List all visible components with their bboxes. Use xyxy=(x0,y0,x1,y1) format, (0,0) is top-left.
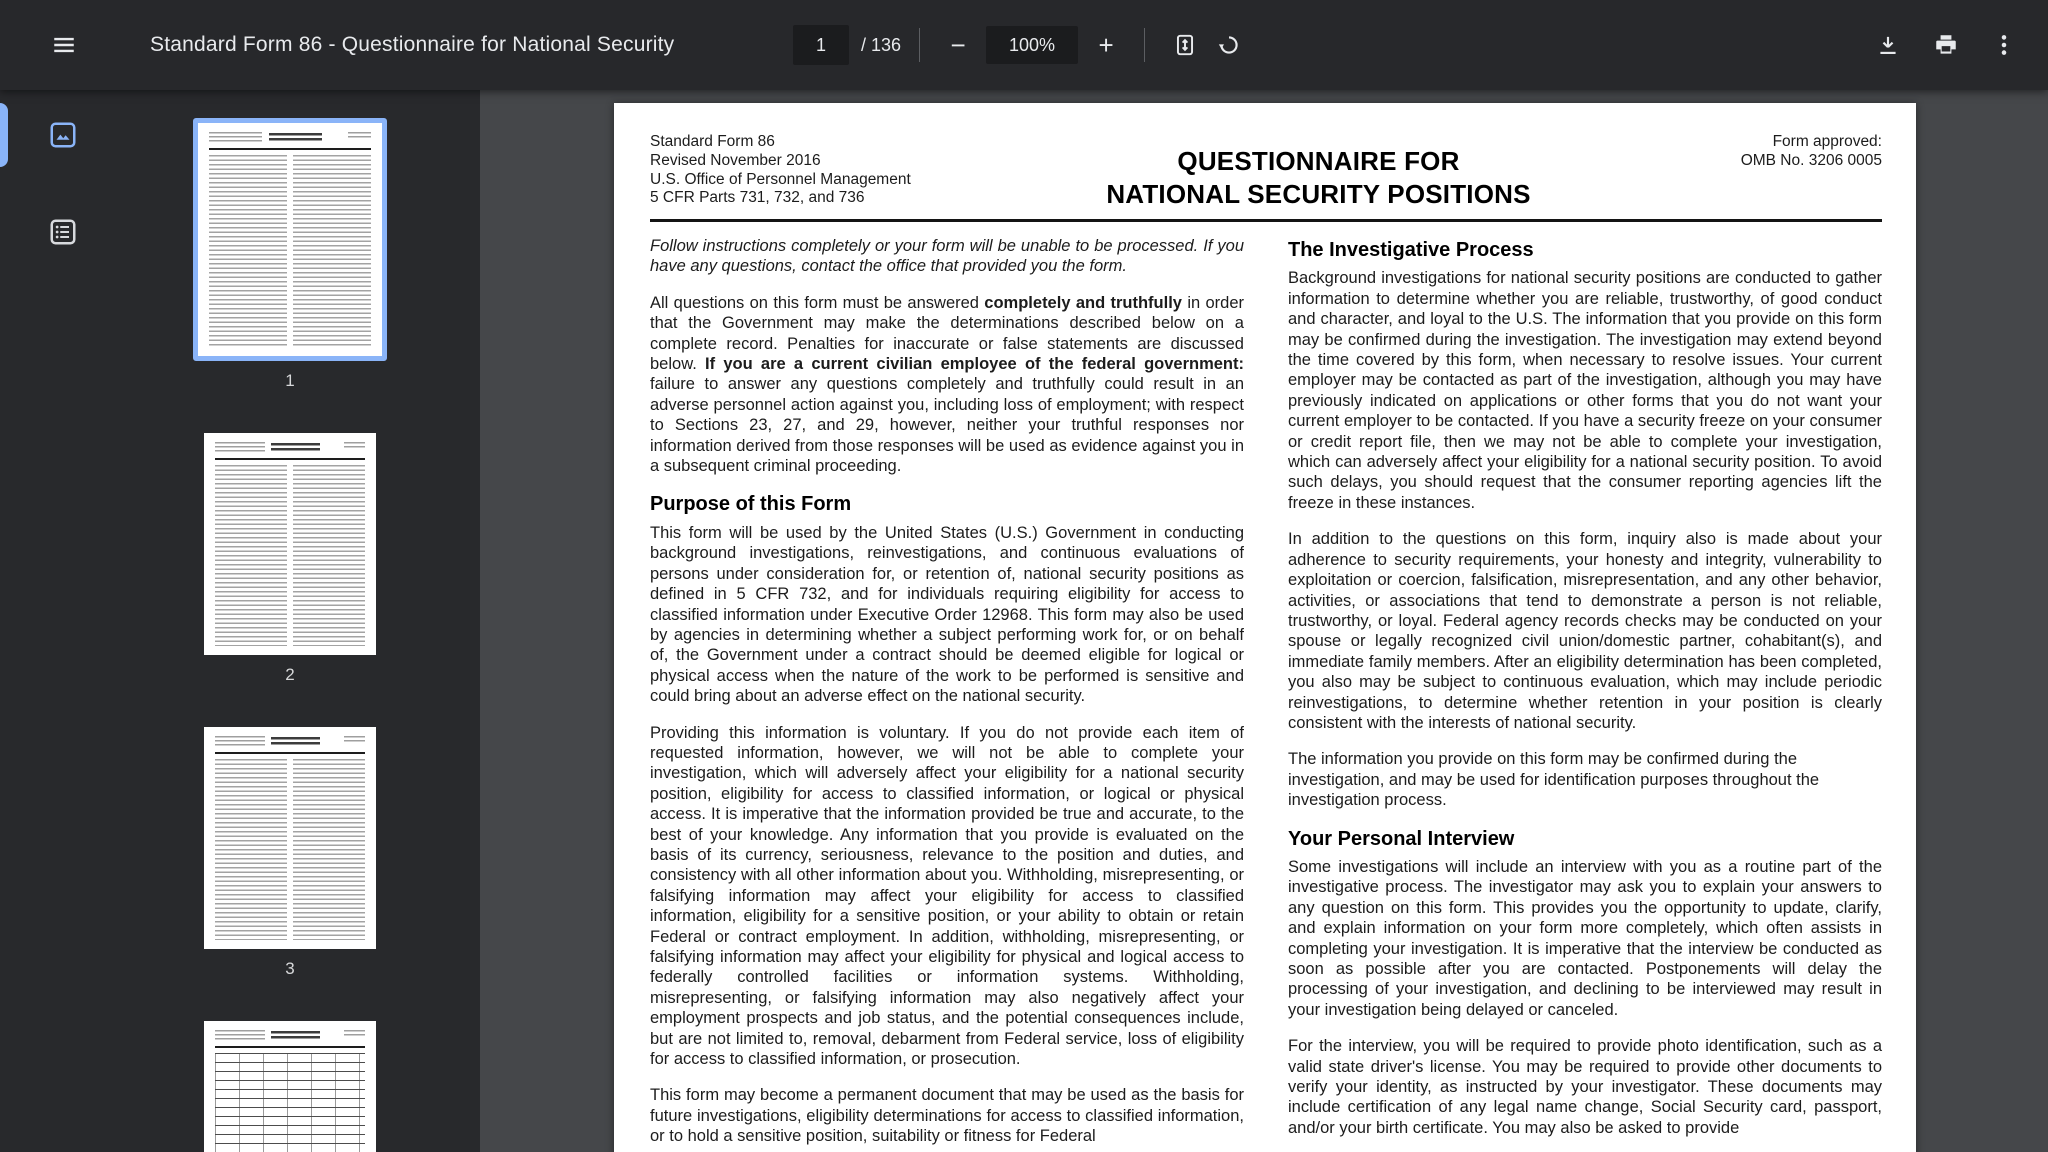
paragraph: The information you provide on this form may be confirmed during the investigation, and may be used for identification purposes throughout the investigation process. xyxy=(1288,750,1820,810)
section-heading: The Investigative Process xyxy=(1288,239,1534,261)
rotate-icon xyxy=(1216,32,1242,58)
text-run: All questions on this form must be answered xyxy=(650,293,985,312)
thumbnail-page-1[interactable] xyxy=(193,118,387,361)
form-identification xyxy=(650,133,950,211)
document-title: Standard Form 86 - Questionnaire for National Security xyxy=(150,33,675,56)
form-id-line: Standard Form 86 xyxy=(650,133,775,150)
outline-icon xyxy=(48,217,78,247)
form-id-line: 5 CFR Parts 731, 732, and 736 xyxy=(650,189,865,207)
form-title-line: NATIONAL SECURITY POSITIONS xyxy=(1106,179,1531,209)
download-button[interactable] xyxy=(1866,23,1910,67)
toolbar-divider xyxy=(919,28,920,62)
form-title xyxy=(950,133,1687,211)
document-area xyxy=(480,90,2048,1152)
paragraph: This form will be used by the United States (U.S.) Government in conducting background investigations, reinvestigations, and continuous evaluations of persons under consideration for, or retention of, national security positions as defined in 5 CFR 732, and for individuals requiring eligibility for access to classified information under Executive Order 12968. This form may also be used by agencies in determining whether a subject performing work for, or on behalf of, the Government under a contract should be deemed eligible for logical or physical access when the nature of the work to be performed is sensitive and could bring about an adverse effect on the national security. xyxy=(650,523,1244,706)
zoom-out-button[interactable]: − xyxy=(938,25,978,65)
page-number-input[interactable] xyxy=(793,25,849,65)
toolbar-divider xyxy=(1144,28,1145,62)
thumbnail-preview xyxy=(204,727,376,949)
thumbnail-page-label: 3 xyxy=(285,959,295,978)
left-column xyxy=(650,236,1244,1152)
pdf-page-1 xyxy=(614,103,1916,1152)
paragraph: Background investigations for national security positions are conducted to gather information to determine whether you are reliable, trustworthy, of good conduct and character, and loyal to the U.S. The information that you provide on this form may be confirmed during the investigation. The investigation may extend beyond the time covered by this form, when necessary to resolve issues. Your current employer may be contacted as part of the investigation, although you may have previously indicated on applications or other forms that you do not want your current employer to be contacted. If you have a security freeze on your consumer or credit report file, then we may not be able to complete your investigation, which can adversely affect your eligibility for a national security position. To avoid such delays, you should request that the consumer reporting agencies lift the freeze in these instances. xyxy=(1288,269,1882,512)
bold-text-run: completely and truthfully xyxy=(984,293,1182,312)
thumbnails-panel xyxy=(100,90,480,1152)
download-icon xyxy=(1875,32,1901,58)
paragraph xyxy=(650,293,1244,477)
intro-paragraph: Follow instructions completely or your form will be unable to be processed. If you have any questions, contact the office that provided you the form. xyxy=(650,237,1244,276)
fit-to-page-icon xyxy=(1172,32,1198,58)
active-tab-indicator xyxy=(0,103,8,167)
menu-button[interactable] xyxy=(42,23,86,67)
print-button[interactable] xyxy=(1924,23,1968,67)
thumbnail-preview xyxy=(198,123,382,356)
section-heading: Your Personal Interview xyxy=(1288,827,1515,850)
paragraph: Some investigations will include an interview with you as a routine part of the investigative process. The investigator may ask you to explain your answers to any question on this form. This provides you the opportunity to update, clarify, and explain information on your form more completely, which often assists in completing your investigation. It is imperative that the interview be conducted as soon as possible after you are contacted. Postponements will delay the processing of your investigation, and declining to be interviewed may result in your investigation being delayed or canceled. xyxy=(1288,857,1882,1019)
text-run: in order that the Government may make the determinations described below on a complete record. Penalties for inaccurate or false statements are discussed below. xyxy=(650,293,1245,374)
paragraph: Providing this information is voluntary. If you do not provide each item of requested information, however, we will not be able to complete your investigation, which will adversely affect your eligibility for a national security position, eligibility for access to classified information, or logical or physical access. It is imperative that the information provided be true and accurate, to the best of your knowledge. Any information that you provide is evaluated on the basis of its currency, seriousness, relevance to the position and duties, and consistency with all other information about you. Withholding, misrepresenting, or falsifying information may affect your eligibility for access to classified information, eligibility for a sensitive position, or your ability to obtain or retain Federal or contract employment. In addition, withholding, misrepresenting, or falsifying information may affect your eligibility for physical and logical access to federally controlled facilities or information systems. Withholding, misrepresenting, or falsifying information may also negatively affect your employment prospects and job status, and the potential consequences include, but are not limited to, removal, debarment from Federal service, loss of eligibility for access to classified information, or prosecution. xyxy=(650,723,1244,1069)
thumbnail-preview xyxy=(204,1021,376,1152)
thumbnail-page-3[interactable] xyxy=(204,727,376,949)
approval-line: OMB No. 3206 0005 xyxy=(1740,151,1882,169)
thumbnail-item xyxy=(193,118,387,393)
zoom-level-field[interactable]: 100% xyxy=(986,26,1078,64)
fit-to-page-button[interactable] xyxy=(1163,23,1207,67)
right-column xyxy=(1288,236,1882,1152)
thumbnails-icon xyxy=(48,120,78,150)
thumbnail-page-label: 1 xyxy=(285,371,295,390)
toolbar xyxy=(0,0,2048,90)
thumbnail-page-4[interactable] xyxy=(204,1021,376,1152)
hamburger-icon xyxy=(51,32,77,58)
bold-text-run: If you are a current civilian employee of the federal government: xyxy=(705,355,1244,374)
outline-tab[interactable] xyxy=(37,206,89,258)
thumbnail-item xyxy=(204,433,376,687)
text-run: failure to answer any questions completely and truthfully could result in an adverse personnel action against you, including loss of employment; with respect to Sections 23, 27, and 29, however, neither your truthful responses nor information derived from those responses will be used as evidence against you in a subsequent criminal proceeding. xyxy=(650,375,1244,476)
paragraph: In addition to the questions on this form, inquiry also is made about your adherence to security requirements, your honesty and integrity, vulnerability to exploitation or coercion, falsification, misrepresentation, and any other behavior, activities, or associations that tend to demonstrate a person is not reliable, trustworthy, or loyal. Federal agency records checks may be conducted on your spouse or legally recognized civil union/domestic partner, cohabitant(s), and immediate family members. After an eligibility determination has been completed, you also may be subject to continuous evaluation, which may include periodic reinvestigations, to determine whether retention in your position is clearly consistent with the interests of national security. xyxy=(1288,530,1882,732)
thumbnails-tab[interactable] xyxy=(37,109,89,161)
printer-icon xyxy=(1933,32,1959,58)
page-count-label: / 136 xyxy=(861,34,902,55)
kebab-menu-icon xyxy=(1991,32,2017,58)
thumbnail-page-label: 2 xyxy=(285,665,295,684)
thumbnail-item xyxy=(204,1021,376,1152)
page-columns xyxy=(650,236,1882,1152)
zoom-in-button[interactable]: + xyxy=(1086,25,1126,65)
thumbnail-preview xyxy=(204,433,376,655)
rotate-button[interactable] xyxy=(1207,23,1251,67)
thumbnail-page-2[interactable] xyxy=(204,433,376,655)
form-approval xyxy=(1687,133,1882,211)
form-id-line: Revised November 2016 xyxy=(650,151,821,169)
paragraph: For the interview, you will be required to provide photo identification, such as a valid state driver's license. You may be required to provide other documents to verify your identity, as instructed by your investigator. These documents may include certification of any legal name change, Social Security card, passport, and/or your birth certificate. You may also be asked to provide xyxy=(1288,1037,1882,1137)
form-id-line: U.S. Office of Personnel Management xyxy=(650,170,911,188)
page-controls xyxy=(793,0,1251,90)
paragraph: This form may become a permanent document that may be used as the basis for future investigations, eligibility determinations for access to classified information, or to hold a sensitive position, suitability or fitness for Federal xyxy=(650,1086,1244,1146)
header-rule xyxy=(650,219,1882,222)
thumbnail-item xyxy=(204,727,376,981)
form-title-line: QUESTIONNAIRE FOR xyxy=(1177,146,1460,176)
toolbar-actions xyxy=(1866,0,2026,90)
sidebar-rail xyxy=(0,90,100,1152)
approval-line: Form approved: xyxy=(1772,133,1882,150)
page-header xyxy=(650,133,1882,211)
section-heading: Purpose of this Form xyxy=(650,493,852,516)
more-options-button[interactable] xyxy=(1982,23,2026,67)
